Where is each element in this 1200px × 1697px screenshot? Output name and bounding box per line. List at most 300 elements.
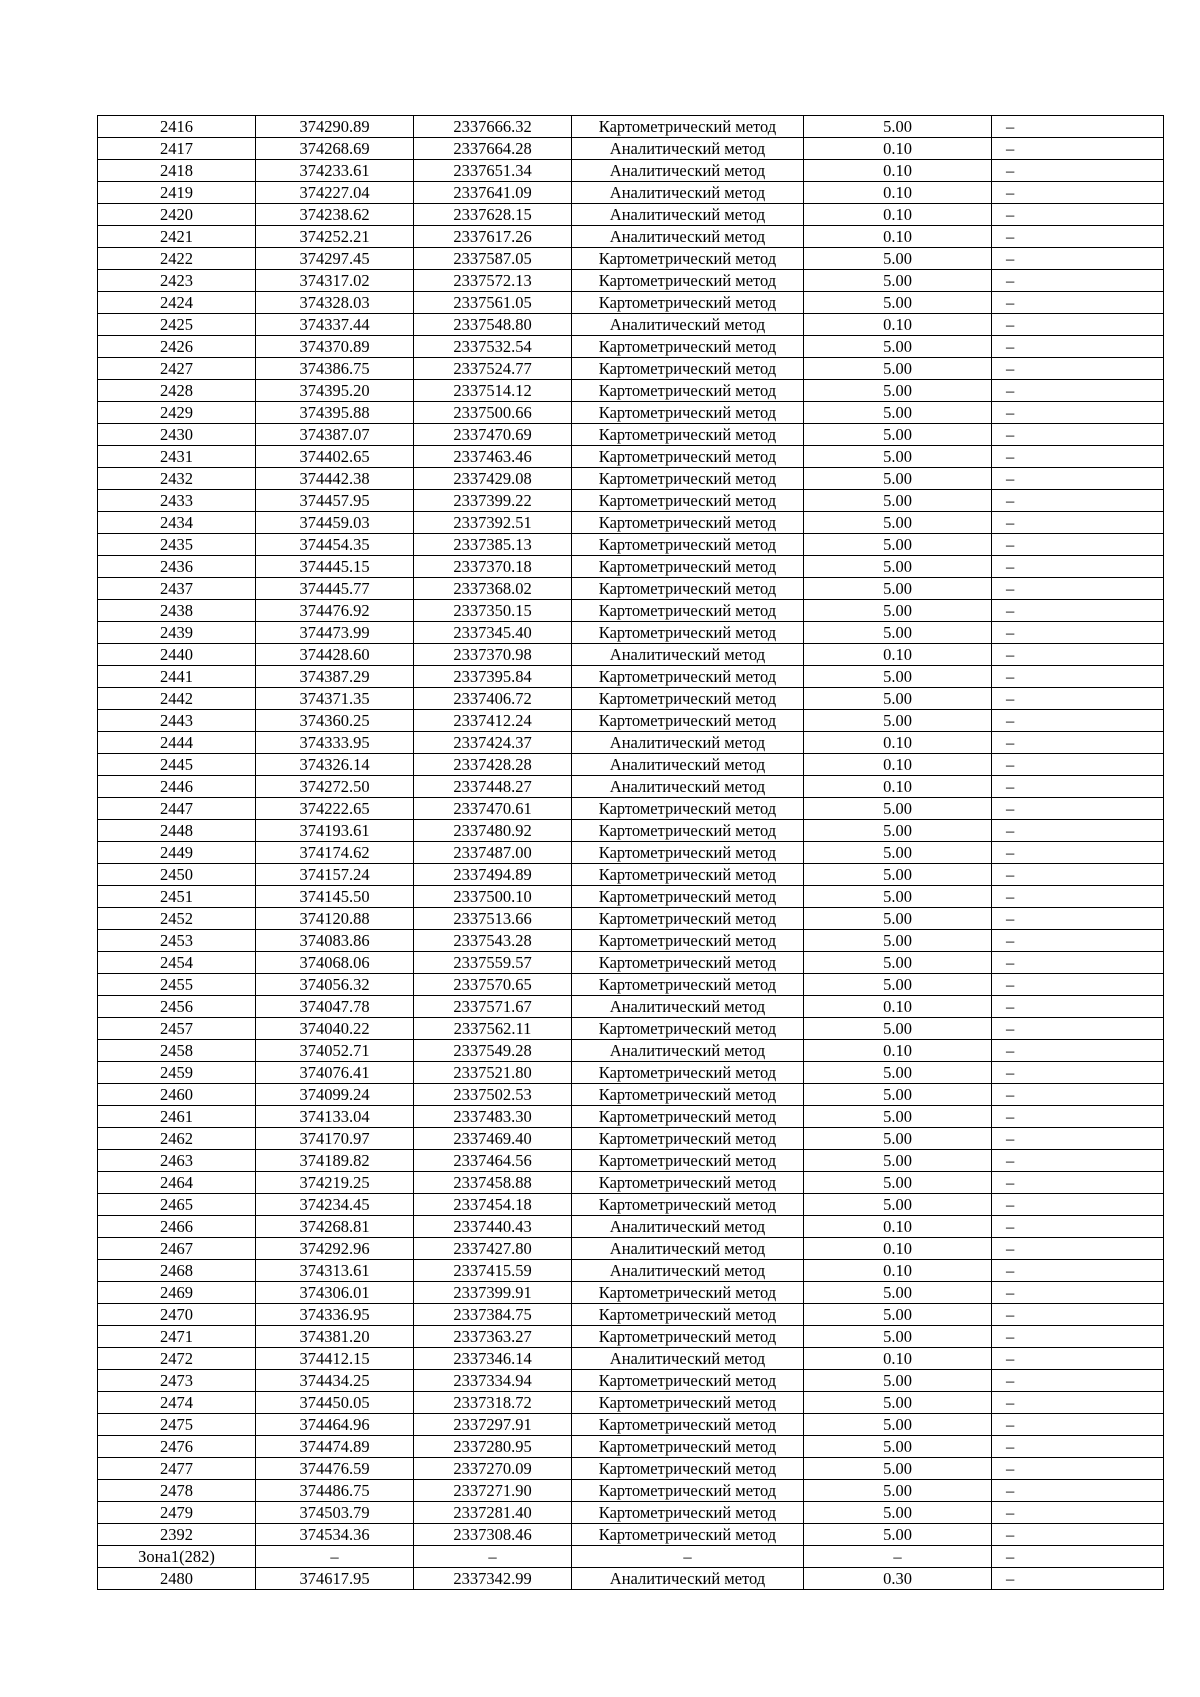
point-number-cell: 2429 <box>98 402 256 424</box>
x-coordinate-cell: – <box>256 1546 414 1568</box>
note-cell: – <box>992 622 1164 644</box>
note-cell: – <box>992 1040 1164 1062</box>
y-coordinate-cell: 2337427.80 <box>414 1238 572 1260</box>
method-cell: Картометрический метод <box>572 930 804 952</box>
y-coordinate-cell: 2337480.92 <box>414 820 572 842</box>
method-cell: Аналитический метод <box>572 1216 804 1238</box>
method-cell: Картометрический метод <box>572 1106 804 1128</box>
method-cell: Аналитический метод <box>572 1040 804 1062</box>
method-cell: Картометрический метод <box>572 512 804 534</box>
y-coordinate-cell: 2337587.05 <box>414 248 572 270</box>
note-cell: – <box>992 1172 1164 1194</box>
method-cell: Картометрический метод <box>572 1392 804 1414</box>
point-number-cell: 2435 <box>98 534 256 556</box>
accuracy-cell: 5.00 <box>804 468 992 490</box>
y-coordinate-cell: 2337487.00 <box>414 842 572 864</box>
method-cell: Картометрический метод <box>572 600 804 622</box>
accuracy-cell: 5.00 <box>804 424 992 446</box>
y-coordinate-cell: 2337345.40 <box>414 622 572 644</box>
table-row <box>98 600 1164 622</box>
table-row <box>98 930 1164 952</box>
accuracy-cell: 5.00 <box>804 974 992 996</box>
point-number-cell: 2461 <box>98 1106 256 1128</box>
x-coordinate-cell: 374370.89 <box>256 336 414 358</box>
note-cell: – <box>992 754 1164 776</box>
method-cell: Картометрический метод <box>572 842 804 864</box>
method-cell: Картометрический метод <box>572 710 804 732</box>
table-row <box>98 1348 1164 1370</box>
table-row <box>98 710 1164 732</box>
method-cell: Картометрический метод <box>572 820 804 842</box>
x-coordinate-cell: 374473.99 <box>256 622 414 644</box>
x-coordinate-cell: 374083.86 <box>256 930 414 952</box>
y-coordinate-cell: 2337500.10 <box>414 886 572 908</box>
method-cell: Картометрический метод <box>572 1084 804 1106</box>
y-coordinate-cell: 2337448.27 <box>414 776 572 798</box>
accuracy-cell: 5.00 <box>804 1304 992 1326</box>
method-cell: Картометрический метод <box>572 1062 804 1084</box>
x-coordinate-cell: 374360.25 <box>256 710 414 732</box>
y-coordinate-cell: 2337370.98 <box>414 644 572 666</box>
table-row <box>98 358 1164 380</box>
method-cell: Картометрический метод <box>572 1502 804 1524</box>
table-row <box>98 534 1164 556</box>
point-number-cell: 2477 <box>98 1458 256 1480</box>
note-cell: – <box>992 116 1164 138</box>
table-row <box>98 1480 1164 1502</box>
x-coordinate-cell: 374326.14 <box>256 754 414 776</box>
accuracy-cell: 5.00 <box>804 1436 992 1458</box>
x-coordinate-cell: 374336.95 <box>256 1304 414 1326</box>
point-number-cell: 2470 <box>98 1304 256 1326</box>
table-row <box>98 1150 1164 1172</box>
table-row <box>98 952 1164 974</box>
point-number-cell: 2472 <box>98 1348 256 1370</box>
accuracy-cell: 5.00 <box>804 1524 992 1546</box>
point-number-cell: 2426 <box>98 336 256 358</box>
accuracy-cell: 5.00 <box>804 1480 992 1502</box>
point-number-cell: 2436 <box>98 556 256 578</box>
accuracy-cell: 5.00 <box>804 446 992 468</box>
point-number-cell: 2425 <box>98 314 256 336</box>
x-coordinate-cell: 374099.24 <box>256 1084 414 1106</box>
point-number-cell: 2440 <box>98 644 256 666</box>
x-coordinate-cell: 374464.96 <box>256 1414 414 1436</box>
method-cell: Картометрический метод <box>572 864 804 886</box>
accuracy-cell: 5.00 <box>804 358 992 380</box>
table-row <box>98 1282 1164 1304</box>
x-coordinate-cell: 374297.45 <box>256 248 414 270</box>
y-coordinate-cell: 2337428.28 <box>414 754 572 776</box>
note-cell: – <box>992 1128 1164 1150</box>
method-cell: Картометрический метод <box>572 1326 804 1348</box>
y-coordinate-cell: 2337559.57 <box>414 952 572 974</box>
point-number-cell: 2434 <box>98 512 256 534</box>
note-cell: – <box>992 1018 1164 1040</box>
table-row <box>98 380 1164 402</box>
note-cell: – <box>992 1524 1164 1546</box>
table-row <box>98 1128 1164 1150</box>
note-cell: – <box>992 864 1164 886</box>
method-cell: – <box>572 1546 804 1568</box>
method-cell: Картометрический метод <box>572 248 804 270</box>
method-cell: Картометрический метод <box>572 116 804 138</box>
point-number-cell: 2474 <box>98 1392 256 1414</box>
accuracy-cell: 0.10 <box>804 138 992 160</box>
note-cell: – <box>992 1414 1164 1436</box>
point-number-cell: 2453 <box>98 930 256 952</box>
point-number-cell: 2448 <box>98 820 256 842</box>
table-row <box>98 1260 1164 1282</box>
note-cell: – <box>992 138 1164 160</box>
x-coordinate-cell: 374395.20 <box>256 380 414 402</box>
table-row <box>98 644 1164 666</box>
table-row <box>98 138 1164 160</box>
table-row <box>98 314 1164 336</box>
table-row <box>98 1436 1164 1458</box>
table-row <box>98 1370 1164 1392</box>
note-cell: – <box>992 1304 1164 1326</box>
note-cell: – <box>992 534 1164 556</box>
y-coordinate-cell: 2337548.80 <box>414 314 572 336</box>
method-cell: Картометрический метод <box>572 534 804 556</box>
accuracy-cell: 5.00 <box>804 820 992 842</box>
method-cell: Аналитический метод <box>572 732 804 754</box>
accuracy-cell: 5.00 <box>804 490 992 512</box>
y-coordinate-cell: 2337494.89 <box>414 864 572 886</box>
y-coordinate-cell: 2337463.46 <box>414 446 572 468</box>
coordinates-table-body <box>98 116 1164 1590</box>
table-row <box>98 1062 1164 1084</box>
method-cell: Картометрический метод <box>572 490 804 512</box>
table-row <box>98 842 1164 864</box>
accuracy-cell: 5.00 <box>804 512 992 534</box>
point-number-cell: 2417 <box>98 138 256 160</box>
y-coordinate-cell: 2337561.05 <box>414 292 572 314</box>
y-coordinate-cell: 2337483.30 <box>414 1106 572 1128</box>
x-coordinate-cell: 374402.65 <box>256 446 414 468</box>
note-cell: – <box>992 380 1164 402</box>
accuracy-cell: 5.00 <box>804 380 992 402</box>
point-number-cell: 2392 <box>98 1524 256 1546</box>
method-cell: Картометрический метод <box>572 1458 804 1480</box>
y-coordinate-cell: 2337617.26 <box>414 226 572 248</box>
accuracy-cell: 5.00 <box>804 864 992 886</box>
y-coordinate-cell: 2337280.95 <box>414 1436 572 1458</box>
note-cell: – <box>992 908 1164 930</box>
accuracy-cell: 0.10 <box>804 1216 992 1238</box>
table-row <box>98 204 1164 226</box>
y-coordinate-cell: 2337308.46 <box>414 1524 572 1546</box>
point-number-cell: 2478 <box>98 1480 256 1502</box>
accuracy-cell: 5.00 <box>804 886 992 908</box>
y-coordinate-cell: 2337651.34 <box>414 160 572 182</box>
point-number-cell: 2427 <box>98 358 256 380</box>
point-number-cell: 2446 <box>98 776 256 798</box>
method-cell: Картометрический метод <box>572 622 804 644</box>
accuracy-cell: 5.00 <box>804 1018 992 1040</box>
note-cell: – <box>992 204 1164 226</box>
note-cell: – <box>992 1238 1164 1260</box>
method-cell: Картометрический метод <box>572 402 804 424</box>
note-cell: – <box>992 974 1164 996</box>
y-coordinate-cell: 2337429.08 <box>414 468 572 490</box>
note-cell: – <box>992 1568 1164 1590</box>
table-row <box>98 1040 1164 1062</box>
point-number-cell: 2471 <box>98 1326 256 1348</box>
method-cell: Картометрический метод <box>572 556 804 578</box>
point-number-cell: 2442 <box>98 688 256 710</box>
table-row <box>98 1502 1164 1524</box>
note-cell: – <box>992 996 1164 1018</box>
note-cell: – <box>992 1392 1164 1414</box>
note-cell: – <box>992 930 1164 952</box>
y-coordinate-cell: 2337271.90 <box>414 1480 572 1502</box>
note-cell: – <box>992 666 1164 688</box>
x-coordinate-cell: 374174.62 <box>256 842 414 864</box>
x-coordinate-cell: 374534.36 <box>256 1524 414 1546</box>
point-number-cell: 2428 <box>98 380 256 402</box>
table-row <box>98 1238 1164 1260</box>
point-number-cell: 2455 <box>98 974 256 996</box>
note-cell: – <box>992 776 1164 798</box>
table-row <box>98 1524 1164 1546</box>
method-cell: Картометрический метод <box>572 1480 804 1502</box>
x-coordinate-cell: 374040.22 <box>256 1018 414 1040</box>
y-coordinate-cell: 2337415.59 <box>414 1260 572 1282</box>
y-coordinate-cell: – <box>414 1546 572 1568</box>
accuracy-cell: 5.00 <box>804 1106 992 1128</box>
note-cell: – <box>992 1458 1164 1480</box>
x-coordinate-cell: 374434.25 <box>256 1370 414 1392</box>
table-row <box>98 1018 1164 1040</box>
method-cell: Картометрический метод <box>572 666 804 688</box>
point-number-cell: 2463 <box>98 1150 256 1172</box>
note-cell: – <box>992 468 1164 490</box>
note-cell: – <box>992 424 1164 446</box>
accuracy-cell: 5.00 <box>804 1128 992 1150</box>
accuracy-cell: 0.10 <box>804 996 992 1018</box>
method-cell: Картометрический метод <box>572 380 804 402</box>
x-coordinate-cell: 374227.04 <box>256 182 414 204</box>
y-coordinate-cell: 2337470.69 <box>414 424 572 446</box>
accuracy-cell: 5.00 <box>804 336 992 358</box>
x-coordinate-cell: 374337.44 <box>256 314 414 336</box>
y-coordinate-cell: 2337500.66 <box>414 402 572 424</box>
note-cell: – <box>992 1106 1164 1128</box>
method-cell: Картометрический метод <box>572 1150 804 1172</box>
point-number-cell: 2466 <box>98 1216 256 1238</box>
y-coordinate-cell: 2337570.65 <box>414 974 572 996</box>
point-number-cell: 2479 <box>98 1502 256 1524</box>
method-cell: Картометрический метод <box>572 688 804 710</box>
method-cell: Картометрический метод <box>572 446 804 468</box>
x-coordinate-cell: 374428.60 <box>256 644 414 666</box>
note-cell: – <box>992 292 1164 314</box>
note-cell: – <box>992 358 1164 380</box>
accuracy-cell: 5.00 <box>804 600 992 622</box>
x-coordinate-cell: 374222.65 <box>256 798 414 820</box>
table-row <box>98 402 1164 424</box>
method-cell: Аналитический метод <box>572 1568 804 1590</box>
y-coordinate-cell: 2337384.75 <box>414 1304 572 1326</box>
note-cell: – <box>992 842 1164 864</box>
point-number-cell: 2432 <box>98 468 256 490</box>
y-coordinate-cell: 2337385.13 <box>414 534 572 556</box>
point-number-cell: 2468 <box>98 1260 256 1282</box>
y-coordinate-cell: 2337412.24 <box>414 710 572 732</box>
note-cell: – <box>992 886 1164 908</box>
table-row <box>98 116 1164 138</box>
note-cell: – <box>992 1084 1164 1106</box>
accuracy-cell: 0.10 <box>804 754 992 776</box>
point-number-cell: 2437 <box>98 578 256 600</box>
table-row <box>98 886 1164 908</box>
point-number-cell: 2475 <box>98 1414 256 1436</box>
x-coordinate-cell: 374056.32 <box>256 974 414 996</box>
y-coordinate-cell: 2337406.72 <box>414 688 572 710</box>
point-number-cell: 2467 <box>98 1238 256 1260</box>
accuracy-cell: 5.00 <box>804 1414 992 1436</box>
method-cell: Картометрический метод <box>572 1018 804 1040</box>
note-cell: – <box>992 952 1164 974</box>
accuracy-cell: 5.00 <box>804 292 992 314</box>
accuracy-cell: 0.10 <box>804 226 992 248</box>
table-row <box>98 226 1164 248</box>
point-number-cell: 2419 <box>98 182 256 204</box>
table-row <box>98 490 1164 512</box>
note-cell: – <box>992 182 1164 204</box>
accuracy-cell: 5.00 <box>804 842 992 864</box>
point-number-cell: 2449 <box>98 842 256 864</box>
method-cell: Картометрический метод <box>572 292 804 314</box>
method-cell: Аналитический метод <box>572 182 804 204</box>
note-cell: – <box>992 1370 1164 1392</box>
y-coordinate-cell: 2337346.14 <box>414 1348 572 1370</box>
note-cell: – <box>992 1216 1164 1238</box>
x-coordinate-cell: 374328.03 <box>256 292 414 314</box>
x-coordinate-cell: 374476.59 <box>256 1458 414 1480</box>
accuracy-cell: 0.10 <box>804 160 992 182</box>
table-row <box>98 820 1164 842</box>
note-cell: – <box>992 1282 1164 1304</box>
y-coordinate-cell: 2337666.32 <box>414 116 572 138</box>
table-row <box>98 292 1164 314</box>
accuracy-cell: 5.00 <box>804 402 992 424</box>
y-coordinate-cell: 2337350.15 <box>414 600 572 622</box>
note-cell: – <box>992 446 1164 468</box>
point-number-cell: 2438 <box>98 600 256 622</box>
accuracy-cell: 5.00 <box>804 1194 992 1216</box>
accuracy-cell: 5.00 <box>804 1458 992 1480</box>
table-row <box>98 248 1164 270</box>
accuracy-cell: 5.00 <box>804 116 992 138</box>
table-row <box>98 908 1164 930</box>
x-coordinate-cell: 374157.24 <box>256 864 414 886</box>
accuracy-cell: 0.10 <box>804 644 992 666</box>
method-cell: Картометрический метод <box>572 1436 804 1458</box>
point-number-cell: Зона1(282) <box>98 1546 256 1568</box>
note-cell: – <box>992 226 1164 248</box>
note-cell: – <box>992 644 1164 666</box>
x-coordinate-cell: 374371.35 <box>256 688 414 710</box>
x-coordinate-cell: 374052.71 <box>256 1040 414 1062</box>
accuracy-cell: 5.00 <box>804 710 992 732</box>
accuracy-cell: 5.00 <box>804 908 992 930</box>
method-cell: Картометрический метод <box>572 1414 804 1436</box>
x-coordinate-cell: 374457.95 <box>256 490 414 512</box>
x-coordinate-cell: 374047.78 <box>256 996 414 1018</box>
method-cell: Картометрический метод <box>572 270 804 292</box>
table-row <box>98 424 1164 446</box>
table-row <box>98 270 1164 292</box>
x-coordinate-cell: 374306.01 <box>256 1282 414 1304</box>
table-row <box>98 732 1164 754</box>
note-cell: – <box>992 1150 1164 1172</box>
y-coordinate-cell: 2337628.15 <box>414 204 572 226</box>
note-cell: – <box>992 820 1164 842</box>
x-coordinate-cell: 374189.82 <box>256 1150 414 1172</box>
y-coordinate-cell: 2337549.28 <box>414 1040 572 1062</box>
method-cell: Аналитический метод <box>572 776 804 798</box>
point-number-cell: 2480 <box>98 1568 256 1590</box>
accuracy-cell: 5.00 <box>804 578 992 600</box>
note-cell: – <box>992 1502 1164 1524</box>
method-cell: Картометрический метод <box>572 1524 804 1546</box>
point-number-cell: 2447 <box>98 798 256 820</box>
y-coordinate-cell: 2337424.37 <box>414 732 572 754</box>
y-coordinate-cell: 2337270.09 <box>414 1458 572 1480</box>
accuracy-cell: 0.10 <box>804 1260 992 1282</box>
method-cell: Аналитический метод <box>572 204 804 226</box>
x-coordinate-cell: 374133.04 <box>256 1106 414 1128</box>
method-cell: Картометрический метод <box>572 1194 804 1216</box>
x-coordinate-cell: 374193.61 <box>256 820 414 842</box>
table-row <box>98 1106 1164 1128</box>
accuracy-cell: 0.10 <box>804 314 992 336</box>
point-number-cell: 2430 <box>98 424 256 446</box>
table-row <box>98 776 1164 798</box>
table-row <box>98 974 1164 996</box>
table-row <box>98 1304 1164 1326</box>
table-row <box>98 512 1164 534</box>
accuracy-cell: 5.00 <box>804 270 992 292</box>
x-coordinate-cell: 374268.81 <box>256 1216 414 1238</box>
note-cell: – <box>992 1436 1164 1458</box>
point-number-cell: 2452 <box>98 908 256 930</box>
method-cell: Аналитический метод <box>572 754 804 776</box>
y-coordinate-cell: 2337334.94 <box>414 1370 572 1392</box>
point-number-cell: 2450 <box>98 864 256 886</box>
y-coordinate-cell: 2337458.88 <box>414 1172 572 1194</box>
method-cell: Аналитический метод <box>572 160 804 182</box>
x-coordinate-cell: 374486.75 <box>256 1480 414 1502</box>
note-cell: – <box>992 1546 1164 1568</box>
x-coordinate-cell: 374268.69 <box>256 138 414 160</box>
note-cell: – <box>992 600 1164 622</box>
table-row <box>98 798 1164 820</box>
table-row <box>98 1414 1164 1436</box>
note-cell: – <box>992 490 1164 512</box>
method-cell: Картометрический метод <box>572 1304 804 1326</box>
y-coordinate-cell: 2337342.99 <box>414 1568 572 1590</box>
method-cell: Картометрический метод <box>572 1282 804 1304</box>
note-cell: – <box>992 688 1164 710</box>
y-coordinate-cell: 2337664.28 <box>414 138 572 160</box>
note-cell: – <box>992 1194 1164 1216</box>
point-number-cell: 2443 <box>98 710 256 732</box>
y-coordinate-cell: 2337641.09 <box>414 182 572 204</box>
